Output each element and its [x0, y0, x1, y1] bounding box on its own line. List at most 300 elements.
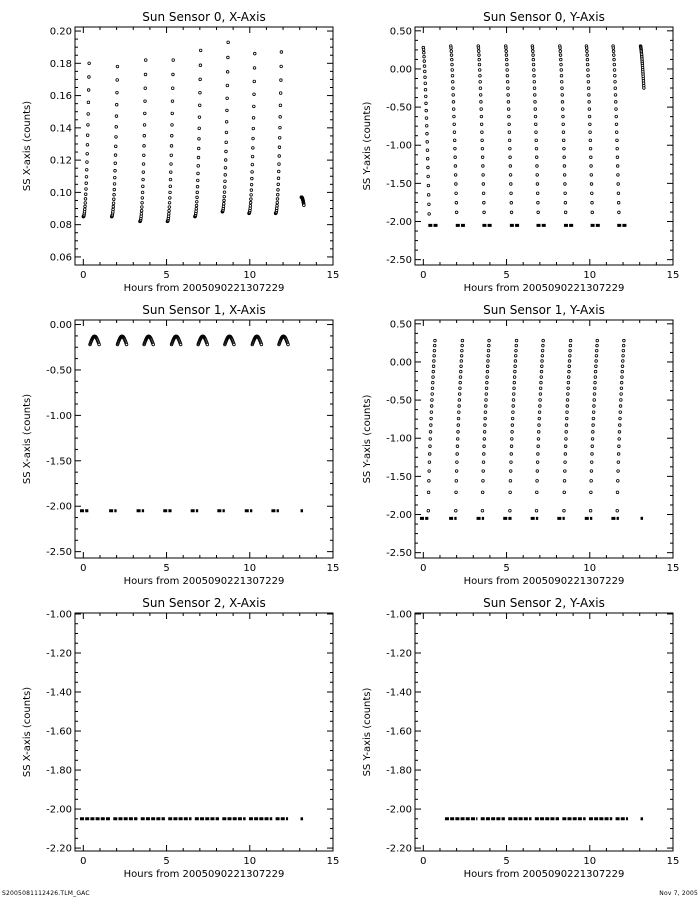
data-point	[590, 480, 593, 483]
data-point	[144, 100, 147, 103]
data-point	[618, 431, 621, 434]
data-point	[487, 354, 490, 357]
data-point	[453, 139, 456, 142]
data-point	[587, 69, 590, 72]
data-point	[622, 344, 625, 347]
data-point	[224, 166, 227, 169]
data-point	[537, 201, 540, 204]
data-point	[457, 424, 460, 427]
data-point	[533, 74, 536, 77]
y-tick-label: -1.50	[386, 471, 412, 483]
data-point	[114, 154, 117, 157]
data-point	[143, 124, 146, 127]
data-point	[140, 212, 143, 215]
x-tick-label: 5	[503, 563, 510, 574]
data-point	[615, 108, 618, 111]
y-tick-label: -1.40	[46, 687, 72, 699]
data-point	[509, 480, 512, 483]
data-point	[168, 209, 171, 212]
data-point	[591, 453, 594, 456]
data-point	[457, 417, 460, 420]
data-point	[510, 183, 513, 186]
y-tick-label: -2.00	[46, 804, 72, 816]
data-point	[510, 201, 513, 204]
data-point	[457, 431, 460, 434]
y-tick-label: -2.20	[46, 843, 72, 855]
data-point	[172, 73, 175, 76]
x-tick-label: 5	[163, 856, 170, 867]
data-point	[506, 74, 509, 77]
y-tick-label: 0.06	[49, 252, 72, 264]
data-point	[533, 94, 536, 97]
data-point	[482, 165, 485, 168]
data-point	[569, 354, 572, 357]
data-point	[537, 431, 540, 434]
data-point	[592, 417, 595, 420]
y-tick-label: -2.00	[386, 804, 412, 816]
data-point	[534, 123, 537, 126]
data-point	[559, 47, 562, 50]
data-point	[587, 87, 590, 90]
data-point	[593, 393, 596, 396]
data-point	[594, 370, 597, 373]
data-point	[278, 155, 281, 158]
data-point	[596, 339, 599, 342]
data-point	[279, 126, 282, 129]
data-point	[614, 94, 617, 97]
data-point	[533, 87, 536, 90]
data-point	[280, 51, 283, 54]
data-point	[168, 206, 171, 209]
data-point	[461, 344, 464, 347]
data-point	[613, 58, 616, 61]
data-point	[536, 480, 539, 483]
chart-title: Sun Sensor 0, X-Axis	[142, 10, 266, 24]
data-point	[589, 509, 592, 512]
data-point	[450, 47, 453, 50]
data-point	[225, 120, 228, 123]
data-point	[616, 509, 619, 512]
data-point	[509, 470, 512, 473]
data-point	[450, 50, 453, 53]
data-point	[252, 127, 255, 130]
data-point	[563, 509, 566, 512]
data-point	[252, 137, 255, 140]
data-point	[115, 115, 118, 118]
data-point	[505, 58, 508, 61]
data-point	[425, 124, 428, 127]
data-point	[535, 156, 538, 159]
data-point	[113, 193, 116, 196]
data-point	[461, 339, 464, 342]
data-point	[456, 438, 459, 441]
data-points	[82, 41, 305, 223]
data-point	[617, 201, 620, 204]
data-point	[561, 101, 564, 104]
data-point	[143, 154, 146, 157]
data-point	[456, 445, 459, 448]
data-point	[595, 354, 598, 357]
x-tick-label: 0	[80, 856, 87, 867]
data-point	[224, 180, 227, 183]
data-point	[83, 208, 86, 211]
data-point	[514, 354, 517, 357]
data-point	[223, 199, 226, 202]
data-point	[589, 123, 592, 126]
data-point	[481, 491, 484, 494]
data-point	[618, 438, 621, 441]
data-point	[427, 491, 430, 494]
data-point	[615, 131, 618, 134]
data-point	[615, 123, 618, 126]
data-point	[483, 438, 486, 441]
data-point	[479, 87, 482, 90]
y-tick-label: 0.00	[389, 64, 412, 76]
data-point	[454, 174, 457, 177]
data-point	[479, 94, 482, 97]
data-point	[481, 139, 484, 142]
data-point	[459, 376, 462, 379]
data-point	[423, 60, 426, 63]
chart-title: Sun Sensor 1, Y-Axis	[483, 303, 605, 317]
data-point	[252, 105, 255, 108]
data-point	[452, 108, 455, 111]
y-tick-label: -1.20	[46, 648, 72, 660]
data-point	[568, 360, 571, 363]
data-point	[509, 174, 512, 177]
data-point	[562, 123, 565, 126]
data-point	[287, 343, 290, 346]
y-tick-label: 0.50	[389, 26, 412, 38]
data-point	[423, 65, 426, 68]
data-point	[253, 80, 256, 83]
data-point	[564, 461, 567, 464]
data-point	[565, 431, 568, 434]
data-point	[590, 156, 593, 159]
x-tick-label: 10	[243, 856, 257, 867]
data-point	[98, 343, 101, 346]
data-point	[505, 50, 508, 53]
data-point	[427, 194, 430, 197]
data-point	[279, 92, 282, 95]
data-points	[80, 335, 303, 511]
data-point	[169, 185, 172, 188]
x-axis-label: Hours from 2005090221307229	[123, 283, 285, 294]
data-point	[616, 147, 619, 150]
data-point	[170, 134, 173, 137]
data-point	[113, 188, 116, 191]
data-point	[168, 212, 171, 215]
data-point	[171, 124, 174, 127]
data-point	[620, 393, 623, 396]
data-point	[430, 424, 433, 427]
data-point	[612, 50, 615, 53]
data-point	[433, 360, 436, 363]
data-point	[595, 360, 598, 363]
data-point	[508, 139, 511, 142]
y-tick-label: -0.50	[46, 365, 72, 377]
data-point	[484, 424, 487, 427]
data-point	[536, 192, 539, 195]
data-point	[432, 370, 435, 373]
data-point	[199, 49, 202, 52]
data-point	[481, 156, 484, 159]
data-point	[486, 381, 489, 384]
data-point	[86, 134, 89, 137]
data-point	[196, 179, 199, 182]
data-point	[539, 405, 542, 408]
y-axis-label: SS X-axis (counts)	[22, 686, 33, 778]
x-tick-label: 15	[666, 563, 680, 574]
data-point	[84, 198, 87, 201]
data-point	[591, 201, 594, 204]
data-point	[430, 405, 433, 408]
data-point	[260, 343, 263, 346]
data-point	[621, 376, 624, 379]
data-point	[459, 387, 462, 390]
data-point	[422, 48, 425, 51]
data-point	[454, 156, 457, 159]
data-point	[513, 387, 516, 390]
data-point	[451, 80, 454, 83]
data-points	[420, 339, 643, 518]
chart-title: Sun Sensor 1, X-Axis	[142, 303, 266, 317]
data-point	[86, 161, 89, 164]
data-point	[591, 438, 594, 441]
data-point	[479, 74, 482, 77]
data-point	[643, 87, 646, 90]
data-point	[585, 47, 588, 50]
data-point	[85, 168, 88, 171]
data-point	[114, 162, 117, 165]
data-point	[226, 84, 229, 87]
data-point	[569, 344, 572, 347]
data-point	[233, 343, 236, 346]
chart-panel-1	[362, 10, 679, 294]
data-point	[486, 370, 489, 373]
data-point	[483, 431, 486, 434]
data-point	[488, 339, 491, 342]
y-tick-label: -2.00	[386, 510, 412, 522]
data-point	[559, 58, 562, 61]
data-point	[590, 174, 593, 177]
data-point	[507, 108, 510, 111]
data-point	[588, 94, 591, 97]
data-point	[199, 91, 202, 94]
data-point	[589, 147, 592, 150]
data-point	[560, 63, 563, 66]
y-tick-label: -0.50	[386, 395, 412, 407]
data-point	[276, 201, 279, 204]
y-tick-label: -2.00	[46, 501, 72, 513]
data-point	[88, 76, 91, 79]
data-point	[477, 47, 480, 50]
data-point	[595, 365, 598, 368]
data-point	[540, 370, 543, 373]
data-point	[484, 411, 487, 414]
data-point	[510, 445, 513, 448]
data-point	[536, 174, 539, 177]
data-point	[451, 63, 454, 66]
data-point	[509, 147, 512, 150]
data-point	[481, 509, 484, 512]
data-point	[590, 165, 593, 168]
data-point	[85, 182, 88, 185]
plot-frame	[75, 613, 333, 851]
y-axis-label: SS Y-axis (counts)	[362, 394, 373, 484]
data-point	[450, 54, 453, 57]
data-point	[535, 509, 538, 512]
data-point	[592, 411, 595, 414]
data-point	[596, 344, 599, 347]
data-point	[506, 80, 509, 83]
data-point	[86, 152, 89, 155]
data-point	[199, 78, 202, 81]
data-point	[612, 47, 615, 50]
x-tick-label: 5	[503, 856, 510, 867]
data-point	[458, 393, 461, 396]
y-tick-label: 0.18	[49, 58, 72, 70]
data-point	[536, 470, 539, 473]
x-tick-label: 10	[243, 270, 257, 281]
data-point	[168, 201, 171, 204]
data-point	[452, 87, 455, 90]
data-point	[485, 387, 488, 390]
data-point	[510, 192, 513, 195]
data-point	[152, 343, 155, 346]
chart-panel-5	[362, 596, 679, 880]
data-point	[564, 201, 567, 204]
data-point	[303, 204, 306, 207]
data-point	[423, 70, 426, 73]
data-point	[460, 354, 463, 357]
data-point	[480, 101, 483, 104]
data-point	[564, 211, 567, 214]
data-point	[614, 80, 617, 83]
data-point	[621, 365, 624, 368]
data-point	[512, 399, 515, 402]
data-point	[534, 108, 537, 111]
data-point	[141, 206, 144, 209]
data-point	[538, 424, 541, 427]
data-point	[143, 134, 146, 137]
x-tick-label: 0	[420, 563, 427, 574]
x-tick-label: 15	[326, 270, 340, 281]
x-tick-label: 10	[583, 856, 597, 867]
y-tick-label: -1.00	[386, 140, 412, 152]
data-point	[433, 349, 436, 352]
x-tick-label: 0	[420, 856, 427, 867]
data-point	[507, 87, 510, 90]
data-point	[567, 393, 570, 396]
data-point	[540, 365, 543, 368]
data-point	[480, 115, 483, 118]
data-point	[451, 69, 454, 72]
data-point	[453, 115, 456, 118]
data-point	[567, 387, 570, 390]
data-point	[513, 381, 516, 384]
data-point	[432, 376, 435, 379]
data-point	[542, 339, 545, 342]
data-point	[595, 349, 598, 352]
y-tick-label: 0.00	[389, 357, 412, 369]
data-point	[569, 349, 572, 352]
data-point	[278, 146, 281, 149]
data-point	[514, 370, 517, 373]
data-point	[125, 343, 128, 346]
data-point	[84, 205, 87, 208]
data-point	[538, 417, 541, 420]
data-point	[591, 445, 594, 448]
data-point	[198, 127, 201, 130]
chart-panel-2	[22, 303, 339, 587]
data-point	[277, 177, 280, 180]
chart-panel-0	[22, 10, 339, 294]
data-point	[535, 139, 538, 142]
data-point	[617, 461, 620, 464]
data-point	[428, 480, 431, 483]
data-point	[559, 54, 562, 57]
y-tick-label: -1.50	[386, 178, 412, 190]
data-point	[429, 431, 432, 434]
data-point	[455, 192, 458, 195]
data-point	[484, 405, 487, 408]
y-tick-label: -1.60	[46, 726, 72, 738]
data-point	[458, 411, 461, 414]
footer-filename: S2005081112426.TLM_GAC	[2, 890, 90, 897]
data-point	[590, 183, 593, 186]
data-point	[509, 509, 512, 512]
data-point	[428, 461, 431, 464]
data-point	[144, 73, 147, 76]
data-point	[618, 424, 621, 427]
data-point	[115, 103, 118, 106]
data-point	[613, 63, 616, 66]
data-point	[619, 411, 622, 414]
data-point	[227, 41, 230, 44]
data-point	[431, 387, 434, 390]
data-point	[113, 176, 116, 179]
data-point	[563, 174, 566, 177]
data-point	[430, 417, 433, 420]
data-point	[564, 192, 567, 195]
data-point	[427, 184, 430, 187]
data-point	[617, 192, 620, 195]
data-point	[87, 113, 90, 116]
x-tick-label: 0	[80, 270, 87, 281]
data-point	[539, 399, 542, 402]
data-point	[560, 69, 563, 72]
data-point	[460, 360, 463, 363]
data-point	[250, 194, 253, 197]
data-points	[422, 45, 645, 226]
data-point	[566, 405, 569, 408]
data-point	[536, 183, 539, 186]
data-point	[594, 376, 597, 379]
data-point	[253, 93, 256, 96]
data-point	[450, 58, 453, 61]
data-point	[87, 124, 90, 127]
y-tick-label: -1.00	[386, 433, 412, 445]
data-point	[114, 169, 117, 172]
chart-title: Sun Sensor 2, X-Axis	[142, 596, 266, 610]
data-point	[563, 156, 566, 159]
data-point	[618, 211, 621, 214]
data-point	[226, 71, 229, 74]
data-point	[510, 211, 513, 214]
data-point	[279, 104, 282, 107]
data-point	[222, 205, 225, 208]
